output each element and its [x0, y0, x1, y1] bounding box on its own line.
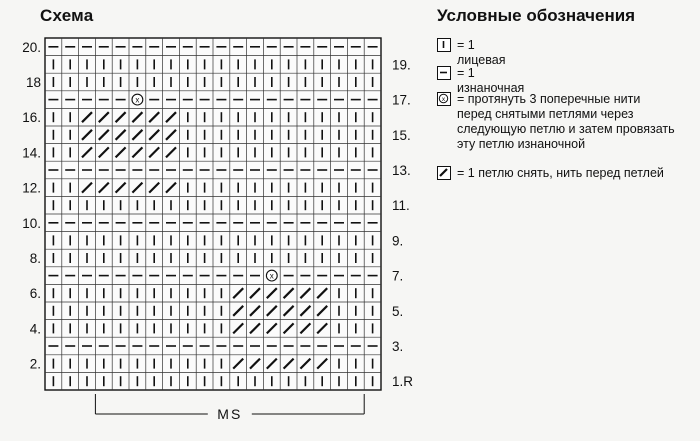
- knit-symbol-icon: [437, 38, 451, 52]
- right-row-label: 5.: [392, 303, 404, 319]
- purl-symbol-icon: [437, 66, 451, 80]
- right-row-label: 17.: [392, 92, 411, 108]
- right-row-label: 19.: [392, 57, 411, 73]
- legend-text-x-circle: = протянуть 3 поперечные нити перед снятыми петлями через следующую петлю и затем провязать эту петлю изнаночной: [457, 92, 675, 151]
- legend-text-knit: = 1 лицевая: [457, 38, 506, 67]
- left-row-label: 20.: [22, 39, 41, 55]
- left-row-label: 12.: [22, 180, 41, 196]
- x-circle-stitch-glyph: x: [135, 95, 140, 105]
- left-row-label: 6.: [29, 286, 41, 302]
- right-row-label: 9.: [392, 233, 404, 249]
- right-row-label: 11.: [392, 198, 410, 214]
- right-row-label: 3.: [392, 339, 404, 354]
- left-row-label: 10.: [22, 215, 41, 231]
- svg-text:x: x: [441, 96, 446, 103]
- right-row-label: 7.: [392, 268, 404, 284]
- legend-title: Условные обозначения: [437, 6, 636, 25]
- left-row-label: 16.: [22, 110, 41, 126]
- legend-text-slash: = 1 петлю снять, нить перед петлей: [457, 166, 664, 180]
- left-row-label: 18: [25, 75, 41, 90]
- left-row-label: 2.: [29, 356, 41, 372]
- right-row-label: 15.: [392, 127, 411, 143]
- legend-text-purl: = 1 изнаночная: [457, 66, 525, 95]
- right-row-label: 1.R: [392, 374, 414, 390]
- chart-title: Схема: [40, 6, 94, 25]
- slash-symbol-icon: [437, 166, 451, 180]
- left-row-label: 4.: [29, 321, 41, 337]
- x-circle-stitch-glyph: x: [269, 271, 274, 281]
- left-row-label: 14.: [22, 145, 41, 161]
- right-row-label: 13.: [392, 163, 411, 178]
- x-circle-symbol-icon: [437, 92, 451, 106]
- left-row-label: 8.: [29, 251, 41, 266]
- pattern-repeat-label: MS: [217, 406, 243, 422]
